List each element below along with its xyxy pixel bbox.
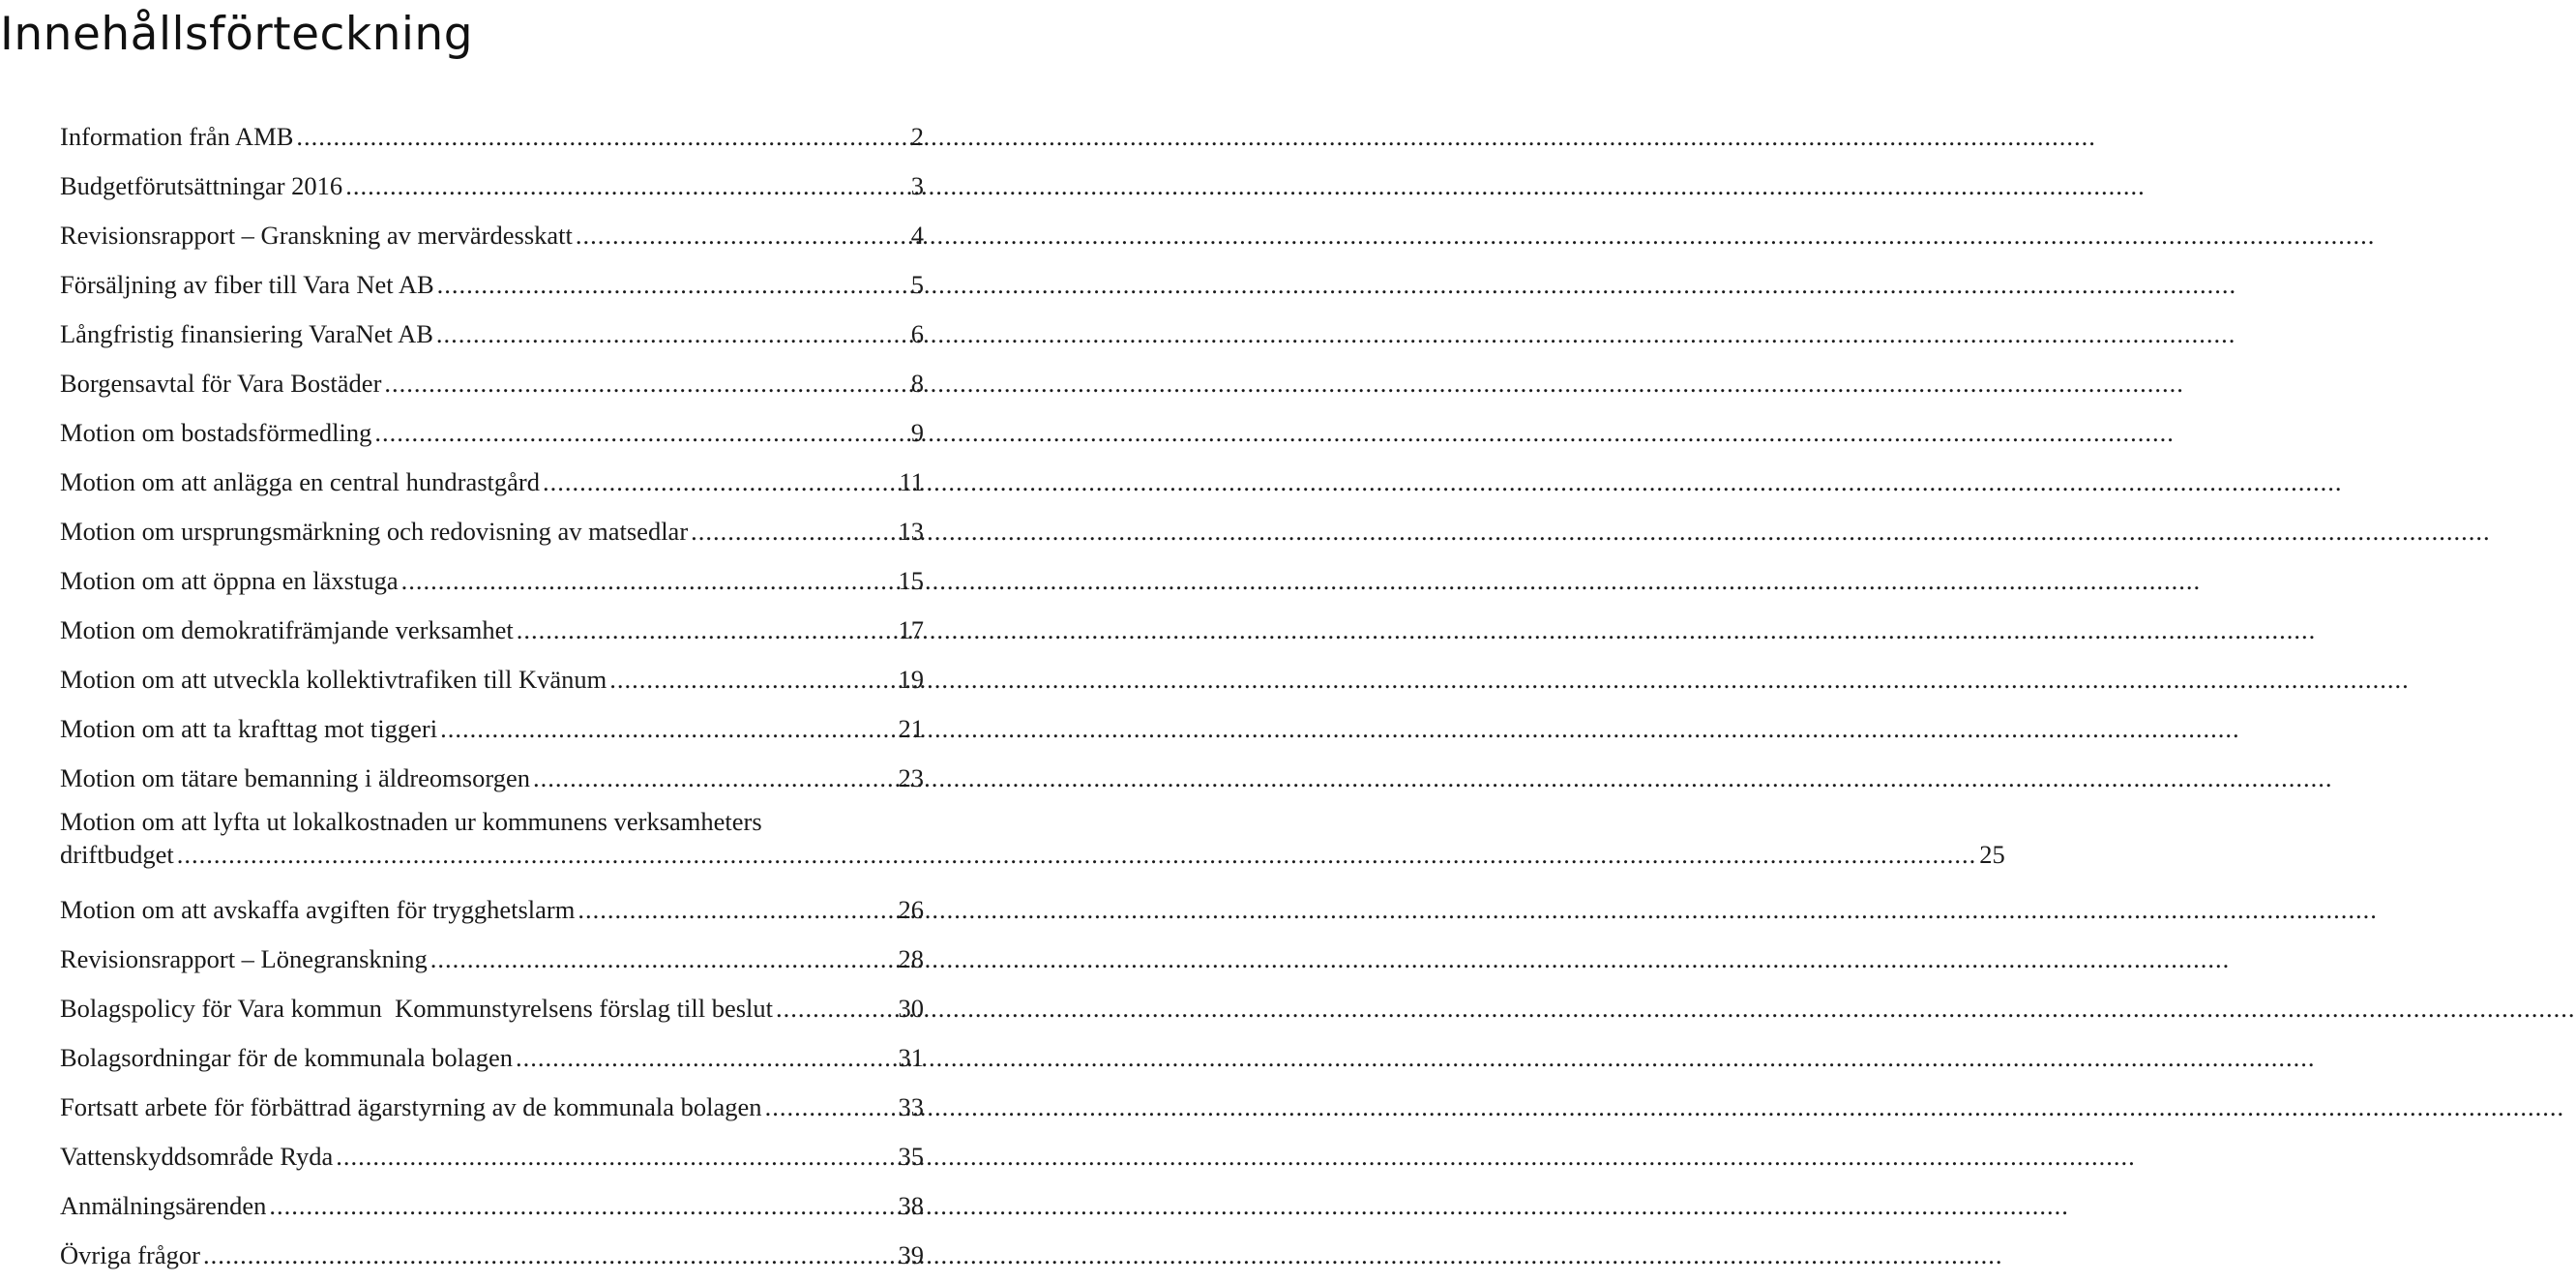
toc-entry-last-line [60, 838, 2005, 871]
toc-dot-leader [177, 838, 1977, 871]
toc-dot-leader [543, 460, 896, 504]
toc-dot-leader [336, 1134, 895, 1178]
toc-entry-title[interactable]: Motion om ursprungsmärkning och redovisning av matsedlar [60, 517, 689, 546]
toc-entry[interactable] [60, 114, 924, 164]
toc-page-number[interactable]: 35 [898, 1142, 924, 1171]
toc-page-number[interactable]: 6 [910, 319, 924, 348]
toc-page-number[interactable]: 25 [1979, 840, 2005, 869]
toc-entry[interactable] [60, 608, 924, 657]
toc-entry-title[interactable]: Motion om bostadsförmedling [60, 418, 372, 447]
toc-dot-leader [384, 361, 907, 405]
toc-entry[interactable] [60, 361, 924, 410]
toc-entry[interactable] [60, 937, 924, 986]
toc-dot-leader [440, 706, 895, 751]
toc-entry[interactable] [60, 887, 924, 937]
toc-entry[interactable] [60, 558, 924, 608]
toc-dot-leader [533, 756, 896, 800]
toc-entry[interactable] [60, 312, 924, 361]
toc-entry[interactable] [60, 262, 924, 312]
toc-entry[interactable] [60, 1183, 924, 1233]
toc-entry-title[interactable]: Försäljning av fiber till Vara Net AB [60, 270, 434, 299]
toc-entry-title-line: Motion om att lyfta ut lokalkostnaden ur kommunens verksamheters [60, 807, 762, 836]
toc-dot-leader [691, 509, 895, 553]
toc-entry-title[interactable]: Motion om att avskaffa avgiften för trygghetslarm [60, 895, 576, 924]
toc-entry[interactable] [60, 1085, 924, 1134]
toc-dot-leader [296, 114, 907, 159]
toc-entry-title[interactable]: Bolagspolicy för Vara kommun Kommunstyrelsens förslag till beslut [60, 994, 774, 1023]
toc-page-number[interactable]: 30 [898, 994, 924, 1023]
toc-entry-title-line: driftbudget [60, 840, 174, 869]
toc-page-number[interactable]: 4 [910, 221, 924, 250]
toc-page-number[interactable]: 19 [898, 665, 924, 694]
toc-entry[interactable] [60, 756, 924, 805]
toc-dot-leader [765, 1085, 896, 1129]
toc-entry[interactable] [60, 213, 924, 262]
toc-entry-title[interactable]: Motion om att utveckla kollektivtrafiken till Kvänum [60, 665, 607, 694]
toc-dot-leader [437, 262, 908, 307]
toc-entry[interactable] [60, 1233, 924, 1282]
toc-entry-title[interactable]: Bolagsordningar för de kommunala bolagen [60, 1043, 514, 1072]
toc-entry-title[interactable]: Revisionsrapport – Lönegranskning [60, 944, 428, 973]
toc-page-number[interactable]: 3 [910, 171, 924, 200]
toc-page-number[interactable]: 17 [898, 615, 924, 644]
toc-entry-title[interactable]: Motion om att öppna en läxstuga [60, 566, 399, 595]
toc-dot-leader [577, 887, 895, 932]
toc-entry-title[interactable]: Anmälningsärenden [60, 1191, 267, 1220]
toc-page-number[interactable]: 9 [910, 418, 924, 447]
toc-entry-title[interactable]: Motion om tätare bemanning i äldreomsorgen [60, 763, 530, 792]
toc-page-number[interactable]: 15 [898, 566, 924, 595]
toc-page-number[interactable]: 23 [898, 763, 924, 792]
toc-dot-leader [203, 1233, 896, 1277]
toc-entry[interactable] [60, 706, 924, 756]
toc-entry-title[interactable] [60, 805, 2005, 871]
toc-page-number[interactable]: 11 [899, 467, 924, 496]
toc-entry-title[interactable]: Motion om att ta krafttag mot tiggeri [60, 714, 438, 743]
toc-page-number[interactable]: 38 [898, 1191, 924, 1220]
toc-entry-title[interactable]: Övriga frågor [60, 1240, 200, 1269]
toc-entry[interactable] [60, 805, 2005, 887]
toc-dot-leader [609, 657, 895, 701]
toc-entry[interactable] [60, 1035, 924, 1085]
toc-entry[interactable] [60, 410, 924, 460]
toc-entry-title[interactable]: Vattenskyddsområde Ryda [60, 1142, 334, 1171]
toc-entry-title[interactable]: Borgensavtal för Vara Bostäder [60, 369, 382, 398]
page-title: Innehållsförteckning [0, 8, 474, 61]
toc-entry-title[interactable]: Budgetförutsättningar 2016 [60, 171, 343, 200]
toc-dot-leader [576, 213, 908, 257]
table-of-contents [60, 114, 2005, 1282]
toc-entry[interactable] [60, 1134, 924, 1183]
toc-entry-title[interactable]: Motion om demokratifrämjande verksamhet [60, 615, 514, 644]
toc-page-number[interactable]: 31 [898, 1043, 924, 1072]
toc-dot-leader [401, 558, 896, 603]
toc-entry[interactable] [60, 986, 924, 1035]
toc-dot-leader [517, 608, 896, 652]
toc-entry[interactable] [60, 164, 924, 213]
toc-page-number[interactable]: 5 [910, 270, 924, 299]
toc-entry[interactable] [60, 657, 924, 706]
toc-page-number[interactable]: 26 [898, 895, 924, 924]
toc-entry-title[interactable]: Information från AMB [60, 122, 294, 151]
toc-page-number[interactable]: 21 [898, 714, 924, 743]
toc-entry[interactable] [60, 509, 924, 558]
toc-dot-leader [345, 164, 908, 208]
toc-entry-title[interactable]: Långfristig finansiering VaraNet AB [60, 319, 433, 348]
toc-page-number[interactable]: 28 [898, 944, 924, 973]
toc-dot-leader [776, 986, 895, 1030]
toc-page-number[interactable]: 39 [898, 1240, 924, 1269]
toc-entry[interactable] [60, 460, 924, 509]
toc-dot-leader [516, 1035, 895, 1080]
toc-dot-leader [269, 1183, 895, 1228]
toc-dot-leader [374, 410, 907, 455]
toc-page-number[interactable]: 33 [898, 1092, 924, 1121]
toc-page-number[interactable]: 8 [910, 369, 924, 398]
toc-dot-leader [430, 937, 896, 981]
toc-page-number[interactable]: 2 [910, 122, 924, 151]
toc-entry-title[interactable]: Fortsatt arbete för förbättrad ägarstyrning av de kommunala bolagen [60, 1092, 762, 1121]
toc-page-number[interactable]: 13 [898, 517, 924, 546]
toc-entry-title[interactable]: Revisionsrapport – Granskning av mervärdesskatt [60, 221, 573, 250]
toc-entry-title[interactable]: Motion om att anlägga en central hundrastgård [60, 467, 540, 496]
toc-dot-leader [436, 312, 908, 356]
